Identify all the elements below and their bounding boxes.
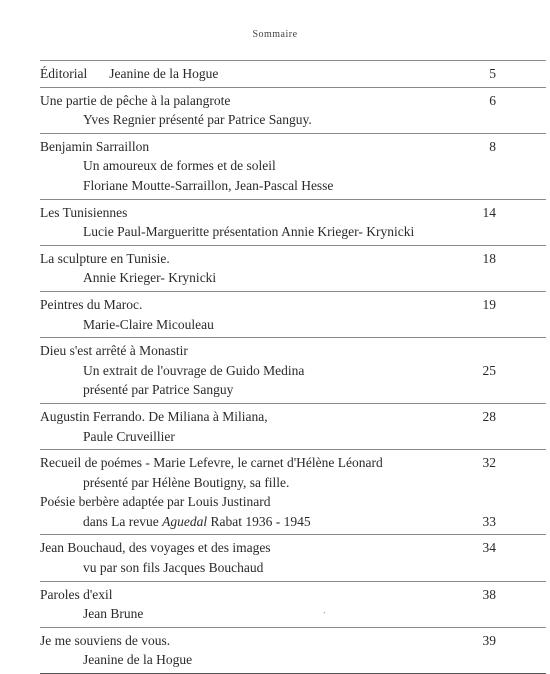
toc-text: La sculpture en Tunisie. xyxy=(40,250,170,266)
page-number: 25 xyxy=(482,362,496,378)
toc-text: Je me souviens de vous. xyxy=(40,632,171,648)
page-number: 8 xyxy=(489,138,496,154)
toc-title xyxy=(40,453,546,473)
toc-text: Jean Brune xyxy=(83,606,144,622)
toc-text: vu par son fils Jacques Bouchaud xyxy=(83,560,264,576)
page-number: 28 xyxy=(482,408,496,424)
toc-subline xyxy=(40,222,546,242)
toc-subline xyxy=(40,604,546,624)
toc-text: Paule Cruveillier xyxy=(83,428,175,444)
toc-entry xyxy=(40,403,546,449)
toc-italic-text: Aguedal xyxy=(162,513,208,529)
toc-title xyxy=(40,64,546,84)
toc-text: Peintres du Maroc. xyxy=(40,296,143,312)
toc-title xyxy=(40,585,546,605)
toc-entry xyxy=(40,534,546,580)
toc-subline xyxy=(40,427,546,447)
toc-subline xyxy=(40,315,546,335)
toc-subline xyxy=(40,268,546,288)
page-number: 14 xyxy=(482,204,496,220)
toc-text: Poésie berbère adaptée par Louis Justinard xyxy=(40,494,271,510)
toc-text: Éditorial xyxy=(40,66,88,81)
toc-subline xyxy=(40,380,546,400)
toc-title xyxy=(40,538,546,558)
toc-entry xyxy=(40,581,546,627)
toc-subline xyxy=(40,176,546,196)
table-of-contents xyxy=(40,60,546,674)
toc-text: Lucie Paul-Margueritte présentation Annie Krieger- Krynicki xyxy=(83,224,415,240)
toc-entry xyxy=(40,60,546,87)
toc-entry xyxy=(40,87,546,133)
toc-title xyxy=(40,295,546,315)
toc-title xyxy=(40,203,546,223)
toc-subline xyxy=(40,473,546,493)
toc-text: Un amoureux de formes et de soleil xyxy=(83,158,276,174)
toc-title xyxy=(40,492,546,512)
page-number: 38 xyxy=(482,586,496,602)
page-number: 19 xyxy=(482,296,496,312)
toc-text: Une partie de pêche à la palangrote xyxy=(40,92,231,108)
toc-title xyxy=(40,341,546,361)
page-number: 18 xyxy=(482,250,496,266)
toc-title xyxy=(40,249,546,269)
toc-subline xyxy=(40,650,546,670)
toc-text: Jean Bouchaud, des voyages et des images xyxy=(40,540,271,556)
toc-text: Floriane Moutte-Sarraillon, Jean-Pascal Hesse xyxy=(83,177,334,193)
page-number: 39 xyxy=(482,632,496,648)
toc-text: Benjamin Sarraillon xyxy=(40,138,150,154)
toc-text: Augustin Ferrando. De Miliana à Miliana, xyxy=(40,408,268,424)
toc-text: Marie-Claire Micouleau xyxy=(83,316,214,332)
toc-subline xyxy=(40,361,546,381)
toc-entry xyxy=(40,245,546,291)
footer-mark: ´ xyxy=(323,611,326,620)
toc-subline xyxy=(40,156,546,176)
toc-entry xyxy=(40,449,546,534)
page-number: 33 xyxy=(482,513,496,529)
toc-title xyxy=(40,407,546,427)
toc-entry xyxy=(40,337,546,403)
toc-entry xyxy=(40,133,546,199)
toc-title xyxy=(40,91,546,111)
toc-text-after: Rabat 1936 - 1945 xyxy=(207,513,311,529)
toc-subline xyxy=(40,512,546,532)
page-number: 34 xyxy=(482,540,496,556)
toc-author: Jeanine de la Hogue xyxy=(109,66,219,81)
toc-entry xyxy=(40,199,546,245)
toc-text: Recueil de poémes - Marie Lefevre, le carnet d'Hélène Léonard xyxy=(40,455,383,471)
toc-text: Les Tunisiennes xyxy=(40,204,128,220)
toc-text: présenté par Patrice Sanguy xyxy=(83,382,234,398)
toc-title xyxy=(40,137,546,157)
page-number: 32 xyxy=(482,455,496,471)
toc-subline xyxy=(40,110,546,130)
toc-text: dans La revue xyxy=(83,513,163,529)
toc-text: Paroles d'exil xyxy=(40,586,113,602)
toc-text: présenté par Hélène Boutigny, sa fille. xyxy=(83,474,290,490)
toc-title xyxy=(40,631,546,651)
toc-entry xyxy=(40,291,546,337)
toc-text: Annie Krieger- Krynicki xyxy=(83,270,217,286)
toc-text: Dieu s'est arrêté à Monastir xyxy=(40,343,188,359)
toc-text: Yves Regnier présenté par Patrice Sanguy. xyxy=(83,112,312,128)
page-title: Sommaire xyxy=(252,29,298,40)
toc-text: Jeanine de la Hogue xyxy=(83,652,193,668)
page-number: 6 xyxy=(489,92,496,108)
toc-text: Un extrait de l'ouvrage de Guido Medina xyxy=(83,362,305,378)
toc-subline xyxy=(40,558,546,578)
page-number: 5 xyxy=(489,66,496,81)
toc-entry xyxy=(40,627,546,673)
